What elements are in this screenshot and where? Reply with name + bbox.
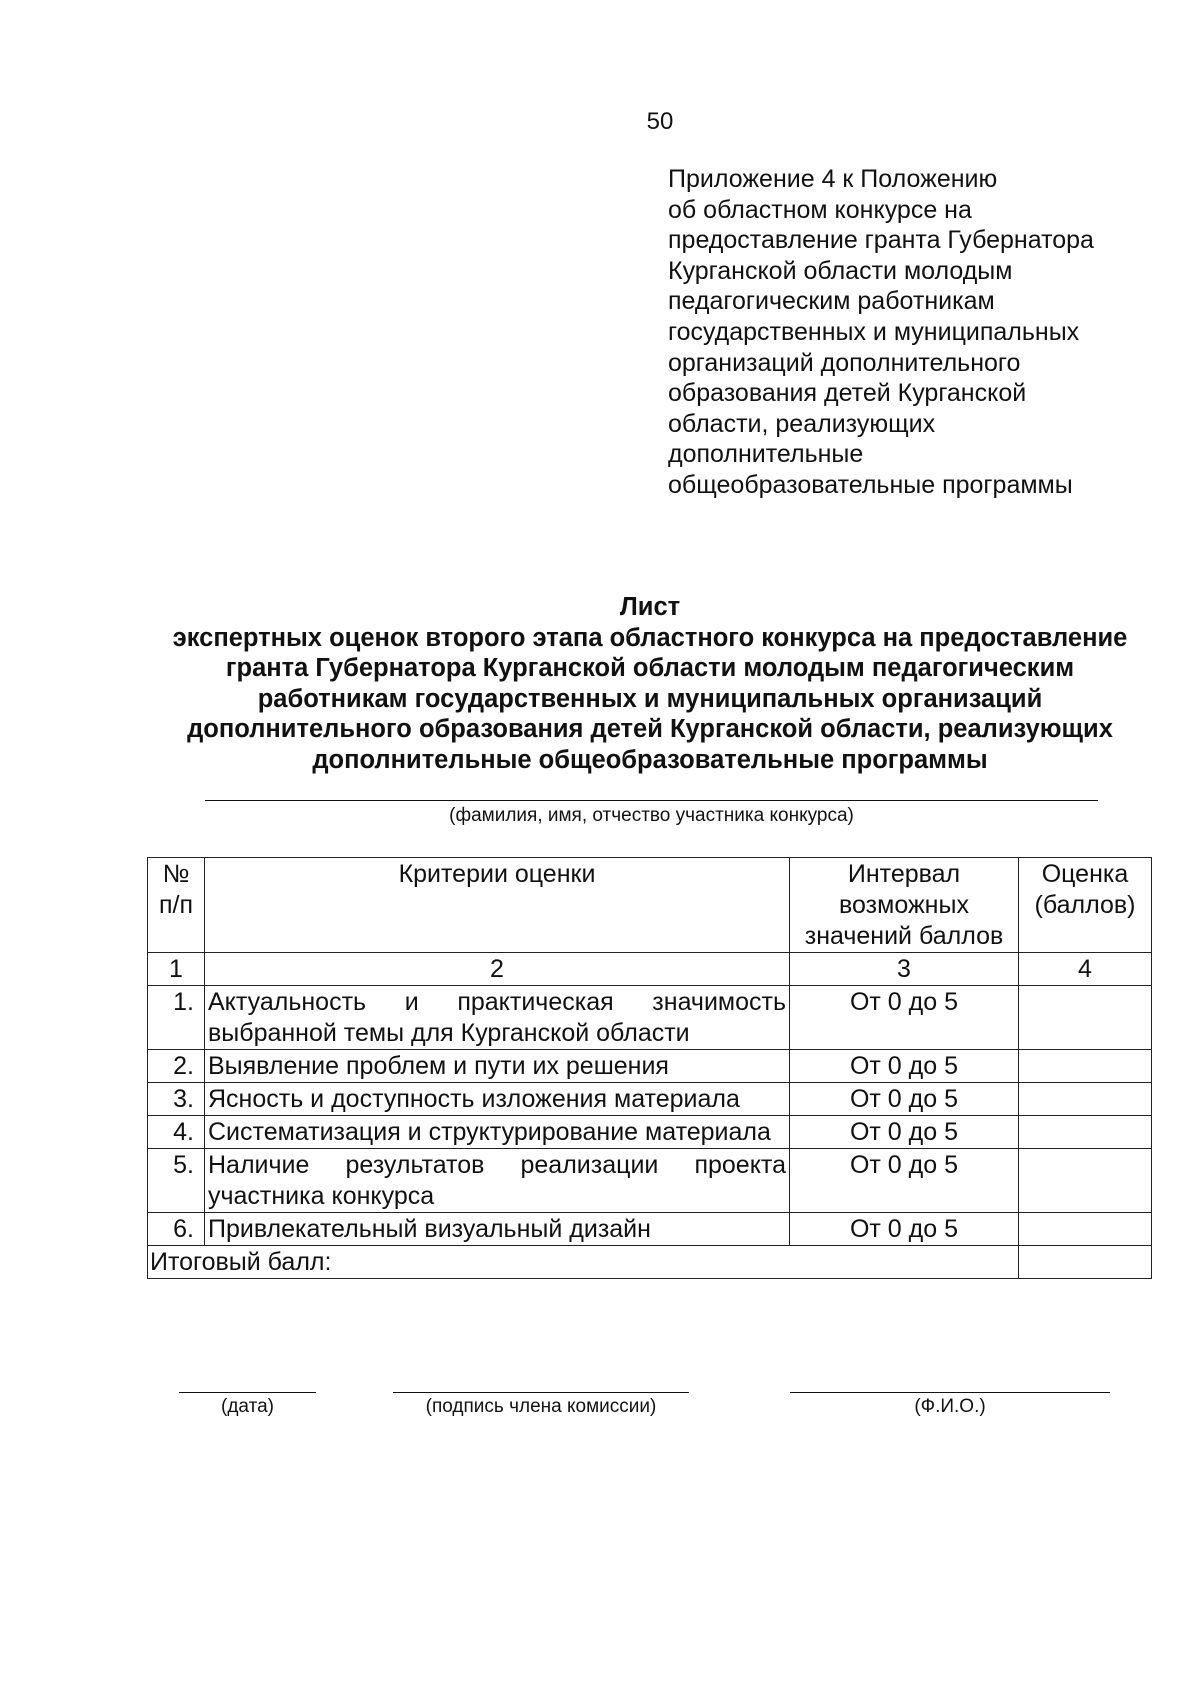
score-cell[interactable] [1019,1050,1152,1083]
appendix-note [668,164,1168,501]
header-criteria: Критерии оценки [205,858,790,953]
total-row [148,1246,1152,1279]
appendix-line: общеобразовательные программы [668,470,1073,499]
appendix-line: образования детей Курганской [668,379,1027,408]
criterion-cell: Выявление проблем и пути их решения [205,1050,790,1083]
criterion-cell: Актуальность и практическая значимость выбранной темы для Курганской области [205,986,790,1050]
participant-name-line[interactable] [205,800,1098,801]
criterion-cell: Наличие результатов реализации проекта участника конкурса [205,1149,790,1213]
title-line: дополнительные общеобразовательные программы [312,745,988,774]
header-number: № п/п [148,858,205,953]
interval-cell: От 0 до 5 [790,1116,1019,1149]
interval-cell: От 0 до 5 [790,1050,1019,1083]
appendix-line: организаций дополнительного [668,348,1021,377]
table-row [148,1116,1152,1149]
signature-caption: (подпись члена комиссии) [425,1396,657,1417]
row-number: 5. [148,1149,205,1213]
evaluation-table [147,857,1152,1279]
score-cell[interactable] [1019,1116,1152,1149]
column-number-row [148,953,1152,986]
appendix-line: предоставление гранта Губернатора [668,226,1094,255]
table-header-row [148,858,1152,953]
appendix-line: об областном конкурсе на [668,195,972,224]
score-cell[interactable] [1019,1213,1152,1246]
score-cell[interactable] [1019,986,1152,1050]
title-line: гранта Губернатора Курганской области молодым педагогическим [225,654,1075,682]
appendix-line: Приложение 4 к Положению [668,165,998,193]
appendix-line: педагогическим работникам [668,287,995,316]
table-row [148,1213,1152,1246]
interval-cell: От 0 до 5 [790,1213,1019,1246]
criterion-cell: Привлекательный визуальный дизайн [205,1213,790,1246]
title-line: дополнительного образования детей Курганской области, реализующих [187,715,1113,743]
criterion-cell: Ясность и доступность изложения материала [205,1083,790,1116]
date-caption: (дата) [221,1396,274,1417]
participant-name-caption: (фамилия, имя, отчество участника конкурса) [449,805,854,826]
title-line: экспертных оценок второго этапа областного конкурса на предоставление [172,623,1128,652]
appendix-line: государственных и муниципальных [668,317,1080,346]
row-number: 4. [148,1116,205,1149]
interval-cell: От 0 до 5 [790,1149,1019,1213]
table-row [148,1149,1152,1213]
table-row [148,986,1152,1050]
criterion-cell: Систематизация и структурирование материала [205,1116,790,1149]
total-score-cell[interactable] [1019,1246,1152,1279]
header-score: Оценка (баллов) [1019,858,1152,953]
column-number: 2 [205,953,790,986]
date-line[interactable] [179,1392,316,1393]
title-line: Лист [619,593,681,621]
score-cell[interactable] [1019,1083,1152,1116]
interval-cell: От 0 до 5 [790,1083,1019,1116]
row-number: 1. [148,986,205,1050]
table-row [148,1083,1152,1116]
signature-line[interactable] [393,1392,689,1393]
page-number: 50 [646,108,674,135]
header-interval: Интервал возможных значений баллов [790,858,1019,953]
column-number: 3 [790,953,1019,986]
document-title [140,592,1160,775]
title-line: работникам государственных и муниципальных организаций [257,684,1043,713]
appendix-line: области, реализующих [668,409,936,438]
total-label: Итоговый балл: [148,1246,1019,1279]
row-number: 3. [148,1083,205,1116]
score-cell[interactable] [1019,1149,1152,1213]
table-row [148,1050,1152,1083]
full-name-caption: (Ф.И.О.) [914,1396,986,1417]
row-number: 2. [148,1050,205,1083]
appendix-line: Курганской области молодым [668,256,1013,285]
full-name-line[interactable] [790,1392,1110,1393]
column-number: 1 [148,953,205,986]
row-number: 6. [148,1213,205,1246]
appendix-line: дополнительные [668,440,864,469]
interval-cell: От 0 до 5 [790,986,1019,1050]
column-number: 4 [1019,953,1152,986]
